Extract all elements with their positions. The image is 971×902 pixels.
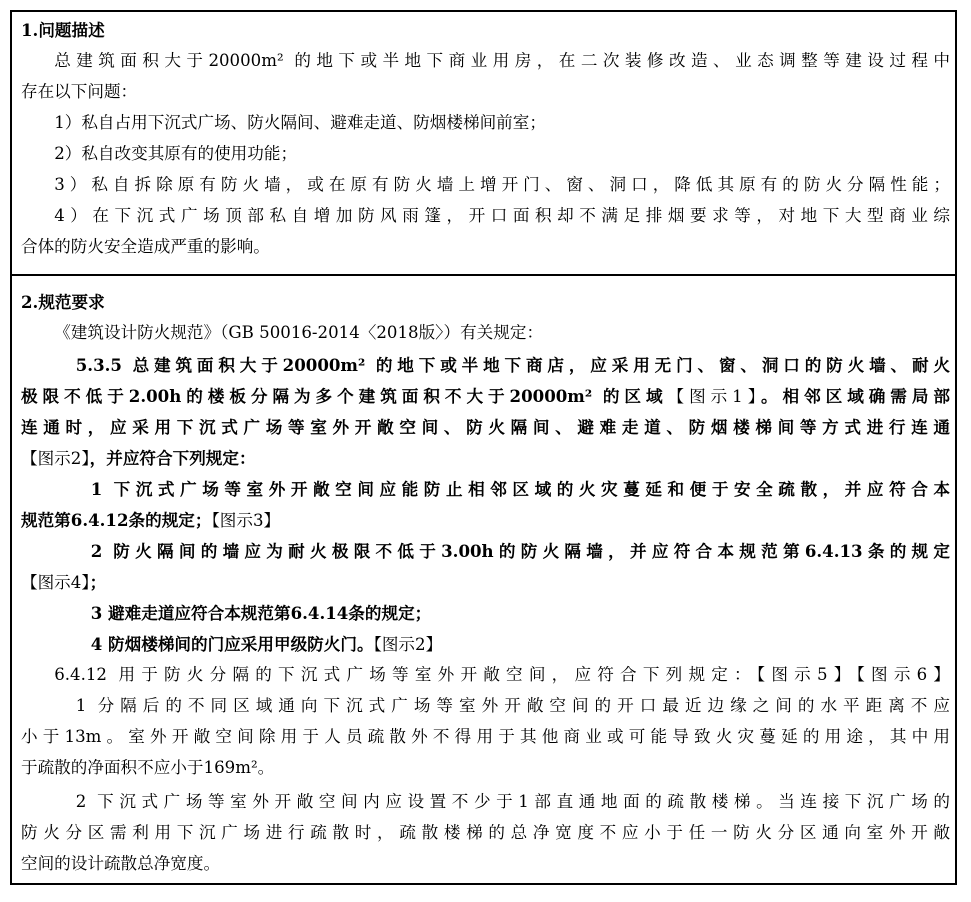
document-frame <box>10 10 957 885</box>
clause-5-3-5-line <box>21 446 950 472</box>
figure-reference[interactable]: 【图示3】 <box>211 511 281 530</box>
list-item: 2）私自改变其原有的使用功能； <box>54 144 298 163</box>
list-item: 4）在下沉式广场顶部私自增加防风雨篷，开口面积却不满足排烟要求等，对地下大型商业综 <box>54 206 950 225</box>
clause-text: ，并应符合下列规定： <box>89 448 256 468</box>
clause-item-4 <box>21 632 950 658</box>
paragraph-line: 存在以下问题： <box>21 82 138 101</box>
clause-5-3-5-line <box>21 384 950 410</box>
clause-text: ； <box>89 572 107 592</box>
list-item: 3）私自拆除原有防火墙，或在原有防火墙上增开门、窗、洞口，降低其原有的防火分隔性能； <box>54 175 950 194</box>
section-heading-requirements: 2.规范要求 <box>21 292 105 312</box>
figure-reference[interactable]: 【图示2】 <box>373 635 443 654</box>
section-problem-description <box>12 12 955 274</box>
list-item: 1）私自占用下沉式广场、防火隔间、避难走道、防烟楼梯间前室； <box>54 113 546 132</box>
clause-6-4-12-item-1: 1 分隔后的不同区域通向下沉式广场等室外开敞空间的开口最近边缘之间的水平距离不应 <box>75 696 950 715</box>
code-citation: 《建筑设计防火规范》（GB 50016-2014〈2018版〉）有关规定： <box>54 323 544 342</box>
clause-6-4-12-item-2-line: 防火分区需利用下沉广场进行疏散时，疏散楼梯的总净宽度不应小于任一防火分区通向室外开敞 <box>21 823 950 842</box>
clause-6-4-12-item-1-line: 小于13m。室外开敞空间除用于人员疏散外不得用于其他商业或可能导致火灾蔓延的用途，其中用 <box>21 727 950 746</box>
clause-item-1-line <box>21 508 950 534</box>
clause-text: 规范第6.4.12条的规定； <box>21 510 212 530</box>
section-heading-problem: 1.问题描述 <box>21 20 105 40</box>
section-code-requirements <box>12 276 955 883</box>
clause-item-2: 2 防火隔间的墙应为耐火极限不低于3.00h的防火隔墙，并应符合本规范第6.4.13条的规定 <box>90 541 950 561</box>
figure-reference[interactable]: 【图示1】 <box>667 387 761 406</box>
clause-6-4-12: 6.4.12 用于防火分隔的下沉式广场等室外开敞空间，应符合下列规定：【图示5】【图示6】 <box>54 665 950 684</box>
figure-reference[interactable]: 【图示2】 <box>21 449 90 468</box>
paragraph-line: 总建筑面积大于20000m² 的地下或半地下商业用房，在二次装修改造、业态调整等建设过程中 <box>54 51 950 70</box>
clause-5-3-5: 5.3.5 总建筑面积大于20000m² 的地下或半地下商店，应采用无门、窗、洞口的防火墙、耐火 <box>75 355 950 375</box>
clause-item-1: 1 下沉式广场等室外开敞空间应能防止相邻区域的火灾蔓延和便于安全疏散，并应符合本 <box>90 479 950 499</box>
clause-6-4-12-item-1-line: 于疏散的净面积不应小于169m²。 <box>21 758 275 777</box>
clause-item-2-line <box>21 570 950 596</box>
clause-6-4-12-item-2-line: 空间的设计疏散总净宽度。 <box>21 854 221 873</box>
clause-item-3: 3 避难走道应符合本规范第6.4.14条的规定； <box>90 603 432 623</box>
figure-reference[interactable]: 【图示4】 <box>21 573 90 592</box>
list-item-continuation: 合体的防火安全造成严重的影响。 <box>21 237 270 256</box>
clause-text: 4 防烟楼梯间的门应采用甲级防火门。 <box>90 634 374 654</box>
clause-6-4-12-item-2: 2 下沉式广场等室外开敞空间内应设置不少于1部直通地面的疏散楼梯。当连接下沉广场的 <box>75 792 950 811</box>
clause-5-3-5-line: 连通时，应采用下沉式广场等室外开敞空间、防火隔间、避难走道、防烟楼梯间等方式进行连通 <box>21 417 950 437</box>
clause-text: 。相邻区域确需局部 <box>760 386 951 406</box>
clause-text: 极限不低于2.00h的楼板分隔为多个建筑面积不大于20000m² 的区域 <box>21 386 668 406</box>
